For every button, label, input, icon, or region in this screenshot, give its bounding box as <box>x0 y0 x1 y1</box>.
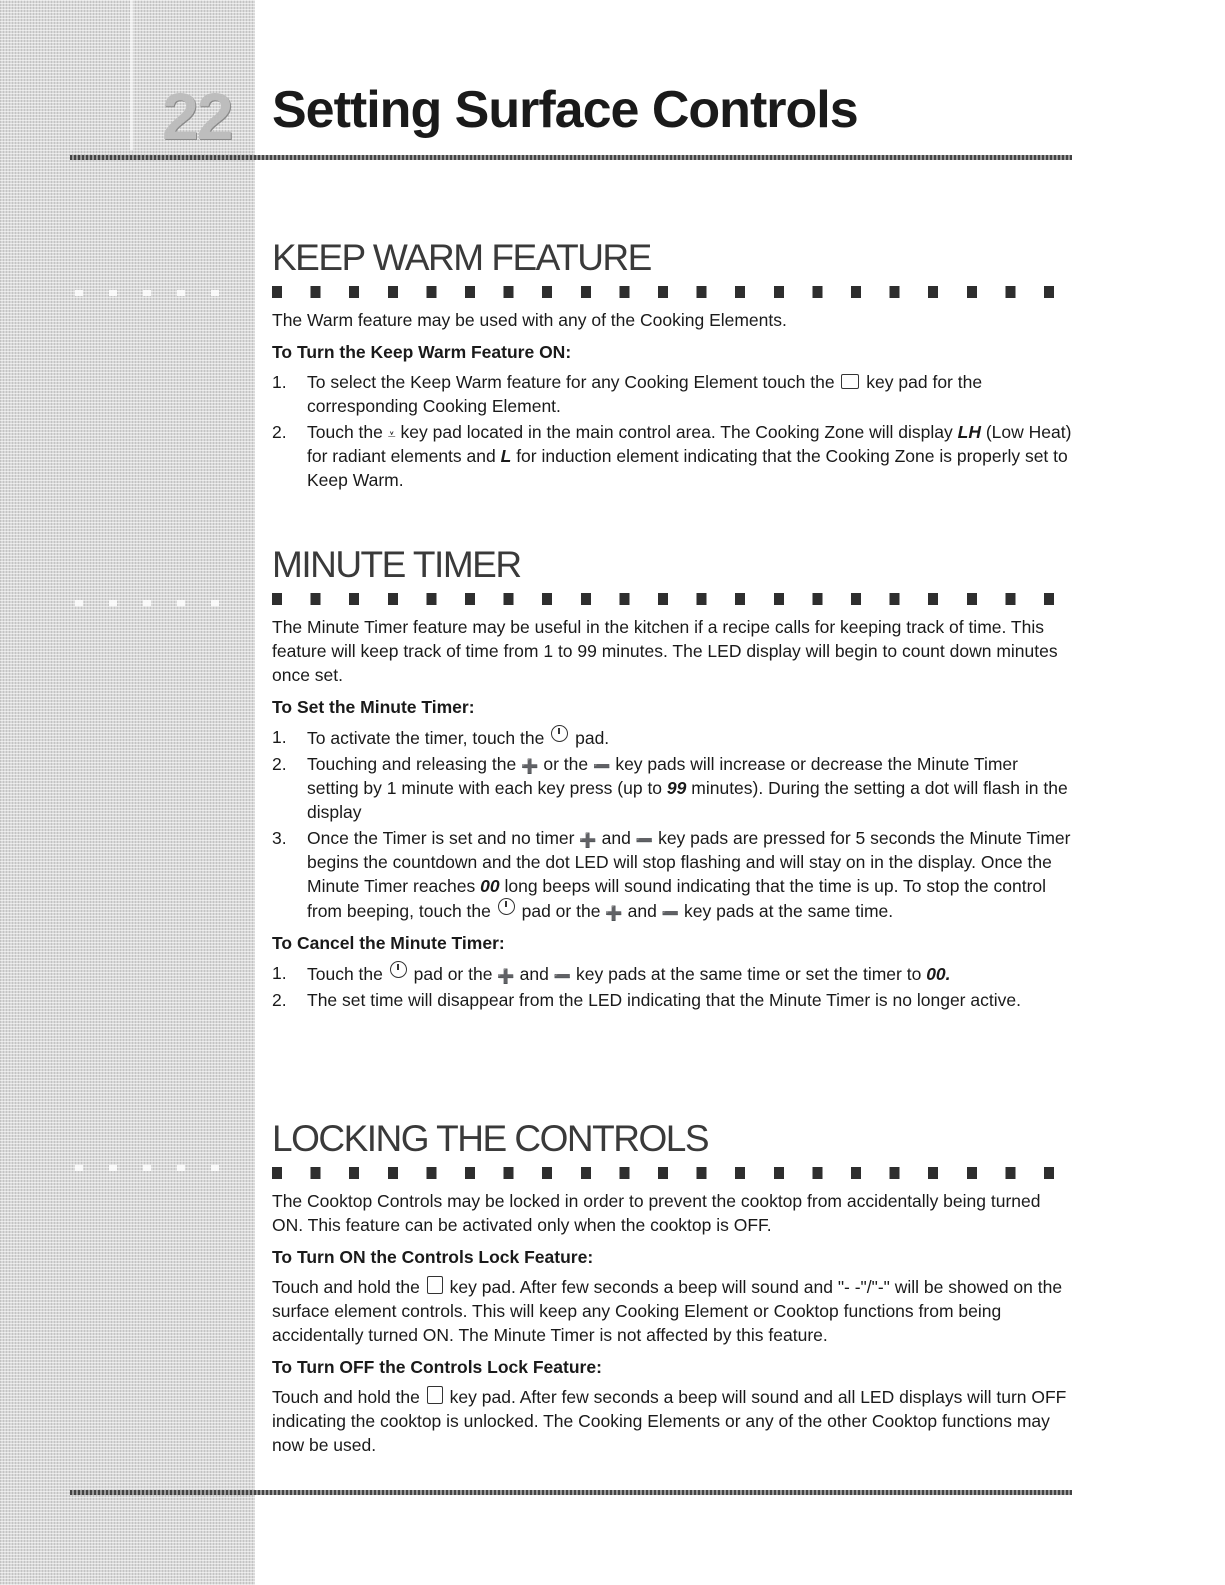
subheading: To Set the Minute Timer: <box>272 697 475 717</box>
square-divider <box>272 1167 1072 1179</box>
plus-key-icon: ➕ <box>497 968 515 984</box>
list-item <box>272 725 1072 750</box>
paragraph: The Minute Timer feature may be useful in the kitchen if a recipe calls for keeping track of time. This feature will keep track of time from 1 to 99 minutes. The LED display will begin to count down minutes once set. <box>272 617 1058 685</box>
lock-key-icon <box>427 1386 443 1404</box>
step-number: 3. <box>272 828 287 848</box>
list-item <box>272 961 1072 986</box>
step-text: To activate the timer, touch the <box>307 728 545 748</box>
subheading: To Cancel the Minute Timer: <box>272 933 505 953</box>
sidebar-dots <box>75 290 245 296</box>
step-text: Touch and hold the <box>272 1387 420 1407</box>
step-text: key pad for the corresponding Cooking Element. <box>307 372 983 416</box>
timer-key-icon <box>551 725 568 742</box>
locking-section <box>272 1117 1072 1457</box>
subheading: To Turn ON the Controls Lock Feature: <box>272 1247 594 1267</box>
step-text: key pad. After few seconds a beep will sound and all LED displays will turn OFF indicating the cooktop is unlocked. The Cooking Elements or any of the other Cooktop functions may now be used. <box>272 1387 1067 1455</box>
step-number: 1. <box>272 372 287 392</box>
step-number: 1. <box>272 727 287 747</box>
page-number: 22 <box>162 79 232 153</box>
page-title: Setting Surface Controls <box>272 81 858 139</box>
timer-key-icon <box>390 961 407 978</box>
step-text: and <box>519 964 549 984</box>
display-code: 00. <box>926 964 951 984</box>
sidebar-bracket <box>70 0 133 150</box>
step-text: pad. <box>575 728 610 748</box>
minus-key-icon: ➖ <box>553 968 572 984</box>
paragraph: The Cooktop Controls may be locked in order to prevent the cooktop from accidentally being turned ON. This feature can be activated only when the cooktop is OFF. <box>272 1191 1041 1235</box>
display-code: 99 <box>666 778 687 798</box>
minus-key-icon: ➖ <box>635 832 654 848</box>
step-text: Once the Timer is set and no timer <box>307 828 575 848</box>
section-heading: LOCKING THE CONTROLS <box>272 1118 709 1159</box>
paragraph: The Warm feature may be used with any of the Cooking Elements. <box>272 310 787 330</box>
keep-warm-section <box>272 236 1072 494</box>
step-text: key pads at the same time. <box>684 901 894 921</box>
step-text: Touch the <box>307 964 383 984</box>
on-off-key-icon <box>841 374 859 389</box>
step-number: 1. <box>272 963 287 983</box>
step-text: (Low Heat) for radiant elements and <box>307 422 1072 466</box>
step-text: pad or the <box>521 901 601 921</box>
step-text: pad or the <box>413 964 493 984</box>
list-item <box>272 826 1072 923</box>
step-text: long beeps will sound indicating that the time is up. To stop the control from beeping, touch the <box>307 876 1047 921</box>
plus-key-icon: ➕ <box>521 758 539 774</box>
minute-timer-section <box>272 543 1072 1014</box>
list-item <box>272 420 1072 492</box>
display-code: 00 <box>480 876 500 896</box>
minus-key-icon: ➖ <box>661 905 680 921</box>
section-heading: MINUTE TIMER <box>272 544 521 585</box>
step-text: and <box>627 901 657 921</box>
minus-key-icon: ➖ <box>593 758 611 774</box>
step-text: The set time will disappear from the LED indicating that the Minute Timer is no longer active. <box>307 990 1021 1010</box>
step-text: Touch the <box>307 422 383 442</box>
step-text: minutes). During the setting a dot will flash in the display <box>307 778 1068 822</box>
step-text: key pad located in the main control area. The Cooking Zone will display <box>400 422 953 442</box>
timer-key-icon <box>498 898 515 915</box>
lock-key-icon <box>427 1276 443 1294</box>
sidebar-dots <box>75 600 245 606</box>
step-text: To select the Keep Warm feature for any Cooking Element touch the <box>307 372 835 392</box>
list-item <box>272 752 1072 824</box>
list-item <box>272 370 1072 418</box>
sidebar-dots <box>75 1165 245 1171</box>
list-item <box>272 988 1072 1012</box>
step-text: key pads at the same time or set the timer to <box>576 964 922 984</box>
display-code: L <box>500 446 512 466</box>
plus-key-icon: ➕ <box>605 905 623 921</box>
step-text: key pads are pressed for 5 seconds the Minute Timer begins the countdown and the dot LED will stop flashing and will stay on in the display. Once the Minute Timer reaches <box>307 828 1071 896</box>
display-code: LH <box>957 422 981 442</box>
step-text: key pad. After few seconds a beep will sound and "- -"/"-" will be showed on the surface element controls. This will keep any Cooking Element or Cooktop functions from being accidentally turned ON. The Minute Timer is not affected by this feature. <box>272 1277 1063 1345</box>
step-number: 2. <box>272 990 287 1010</box>
step-text: or the <box>543 754 589 774</box>
plus-key-icon: ➕ <box>579 832 597 848</box>
step-text: for induction element indicating that the Cooking Zone is properly set to Keep Warm. <box>307 446 1068 490</box>
footer-rule <box>70 1490 1072 1495</box>
decorative-sidebar <box>0 0 255 1585</box>
step-text: Touching and releasing the <box>307 754 517 774</box>
keep-warm-key-icon: ⩡ <box>387 426 396 442</box>
step-text: key pads will increase or decrease the Minute Timer setting by 1 minute with each key press (up to <box>307 754 1018 798</box>
square-divider <box>272 286 1072 298</box>
steps-list <box>272 961 1072 1012</box>
paragraph <box>272 1275 1072 1347</box>
step-number: 2. <box>272 422 287 442</box>
subheading: To Turn the Keep Warm Feature ON: <box>272 342 572 362</box>
square-divider <box>272 593 1072 605</box>
step-text: Touch and hold the <box>272 1277 420 1297</box>
step-number: 2. <box>272 754 287 774</box>
steps-list <box>272 370 1072 492</box>
steps-list <box>272 725 1072 923</box>
section-heading: KEEP WARM FEATURE <box>272 237 651 278</box>
header-rule <box>70 155 1072 160</box>
subheading: To Turn OFF the Controls Lock Feature: <box>272 1357 602 1377</box>
step-text: and <box>601 828 631 848</box>
paragraph <box>272 1385 1072 1457</box>
